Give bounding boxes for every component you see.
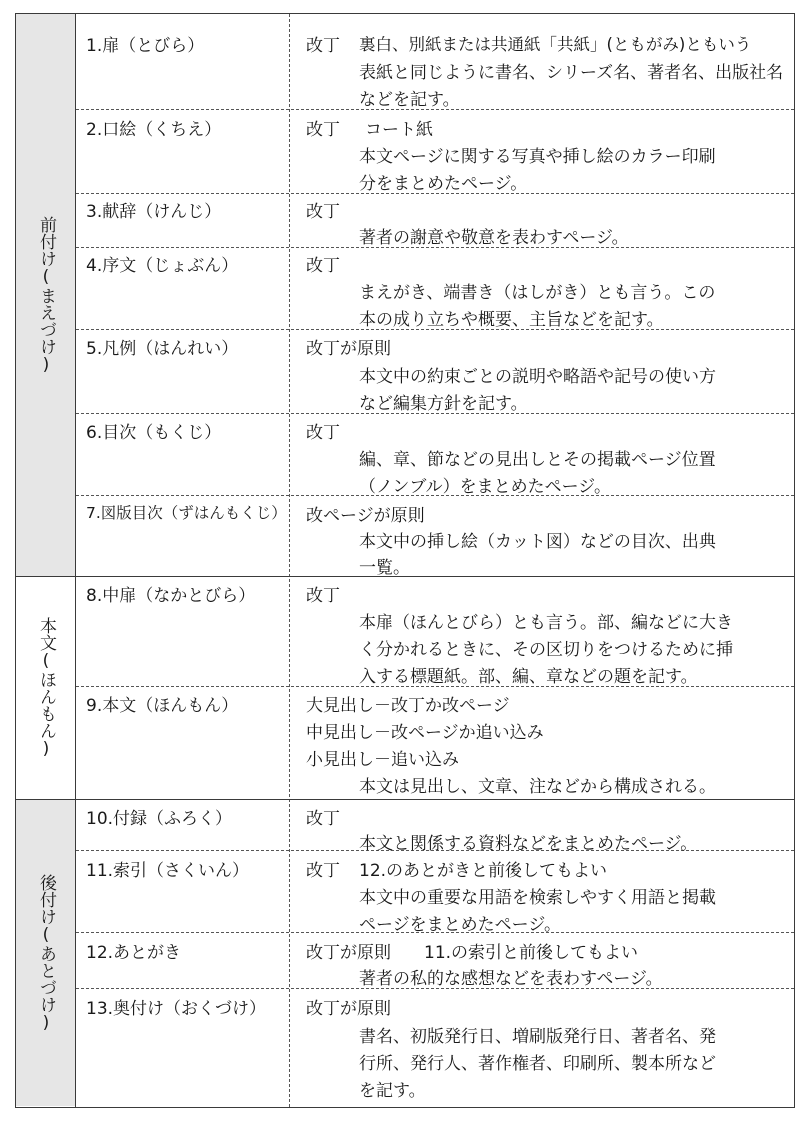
item-description-line: 著者の私的な感想などを表わすページ。 — [359, 969, 663, 989]
kaicho-label: 改丁 — [306, 586, 340, 606]
kaicho-label: 小見出し－追い込み — [306, 750, 459, 770]
column-divider — [75, 14, 76, 1107]
item-description-line: 行所、発行人、著作権者、印刷所、製本所など — [359, 1054, 716, 1074]
item-name: 10.付録（ふろく） — [86, 809, 233, 829]
item-description-line: 一覧。 — [359, 558, 410, 578]
section-separator — [16, 799, 794, 800]
kaicho-label: 改丁 — [306, 202, 340, 222]
item-note: コート紙 — [365, 120, 433, 140]
item-description-line: 本文と関係する資料などをまとめたページ。 — [359, 834, 698, 854]
section-back-label: 後付け(あとづけ) — [36, 873, 56, 1033]
kaicho-label: 中見出し－改ページか追い込み — [306, 723, 544, 743]
item-name: 6.目次（もくじ） — [86, 423, 222, 443]
column-divider-dashed — [289, 14, 290, 1107]
book-structure-table — [15, 13, 795, 1108]
item-description-line: まえがき、端書き（はしがき）とも言う。この — [359, 283, 716, 303]
kaicho-label: 改ページが原則 — [306, 506, 425, 526]
item-description-line: 本文中の重要な用語を検索しやすく用語と掲載 — [359, 888, 716, 908]
kaicho-label: 改丁 — [306, 861, 340, 881]
section-body-label: 本文(ほんもん) — [36, 617, 56, 759]
kaicho-label: 改丁 — [306, 256, 340, 276]
kaicho-label: 改丁が原則 — [306, 999, 391, 1019]
item-description-line: 著者の謝意や敬意を表わすページ。 — [359, 228, 629, 248]
item-description-line: 書名、初版発行日、増刷版発行日、著者名、発 — [359, 1027, 716, 1047]
item-description-line: 本文ページに関する写真や挿し絵のカラー印刷 — [359, 147, 716, 167]
item-description-line: 本文中の約束ごとの説明や略語や記号の使い方 — [359, 367, 716, 387]
kaicho-label: 改丁が原則 — [306, 339, 391, 359]
item-description-line: 分をまとめたページ。 — [359, 174, 528, 194]
kaicho-label: 大見出し－改丁か改ページ — [306, 696, 510, 716]
item-name: 13.奥付け（おくづけ） — [86, 999, 267, 1019]
item-name: 12.あとがき — [86, 943, 182, 963]
item-name: 8.中扉（なかとびら） — [86, 586, 256, 606]
item-description-line: など編集方針を記す。 — [359, 394, 528, 414]
item-description-line: を記す。 — [359, 1081, 426, 1101]
item-name: 5.凡例（はんれい） — [86, 339, 239, 359]
kaicho-label: 改丁 — [306, 809, 340, 829]
item-note: 裏白、別紙または共通紙「共紙」(ともがみ)ともいう — [359, 35, 752, 54]
item-description-line: 本文中の挿し絵（カット図）などの目次、出典 — [359, 532, 716, 552]
kaicho-label: 改丁 — [306, 36, 340, 56]
item-description-line: 本の成り立ちや概要、主旨などを記す。 — [359, 310, 664, 330]
item-name: 1.扉（とびら） — [86, 36, 205, 56]
kaicho-label: 改丁が原則 — [306, 943, 391, 963]
kaicho-label: 改丁 — [306, 120, 340, 140]
item-name: 11.索引（さくいん） — [86, 861, 250, 881]
kaicho-label: 改丁 — [306, 423, 340, 443]
item-description-line: 本扉（ほんとびら）とも言う。部、編などに大き — [359, 613, 733, 633]
item-description-line: 本文は見出し、文章、注などから構成される。 — [359, 777, 716, 797]
item-note: 11.の索引と前後してもよい — [424, 943, 639, 963]
item-description-line: く分かれるときに、その区切りをつけるために挿 — [359, 640, 733, 660]
item-name: 9.本文（ほんもん） — [86, 696, 239, 716]
item-name: 2.口絵（くちえ） — [86, 120, 222, 140]
item-name: 3.献辞（けんじ） — [86, 202, 222, 222]
item-note: 12.のあとがきと前後してもよい — [359, 861, 608, 881]
item-name: 4.序文（じょぶん） — [86, 256, 239, 276]
item-description-line: などを記す。 — [359, 90, 460, 110]
item-name: 7.図版目次（ずはんもくじ） — [86, 504, 287, 522]
item-description-line: （ノンブル）をまとめたページ。 — [359, 477, 611, 497]
item-description-line: 入する標題紙。部、編、章などの題を記す。 — [359, 667, 698, 687]
section-front-label: 前付け(まえづけ) — [36, 215, 56, 375]
item-description-line: 編、章、節などの見出しとその掲載ページ位置 — [359, 450, 716, 470]
item-description-line: 表紙と同じように書名、シリーズ名、著者名、出版社名 — [359, 63, 784, 83]
item-description-line: ページをまとめたページ。 — [359, 915, 561, 935]
